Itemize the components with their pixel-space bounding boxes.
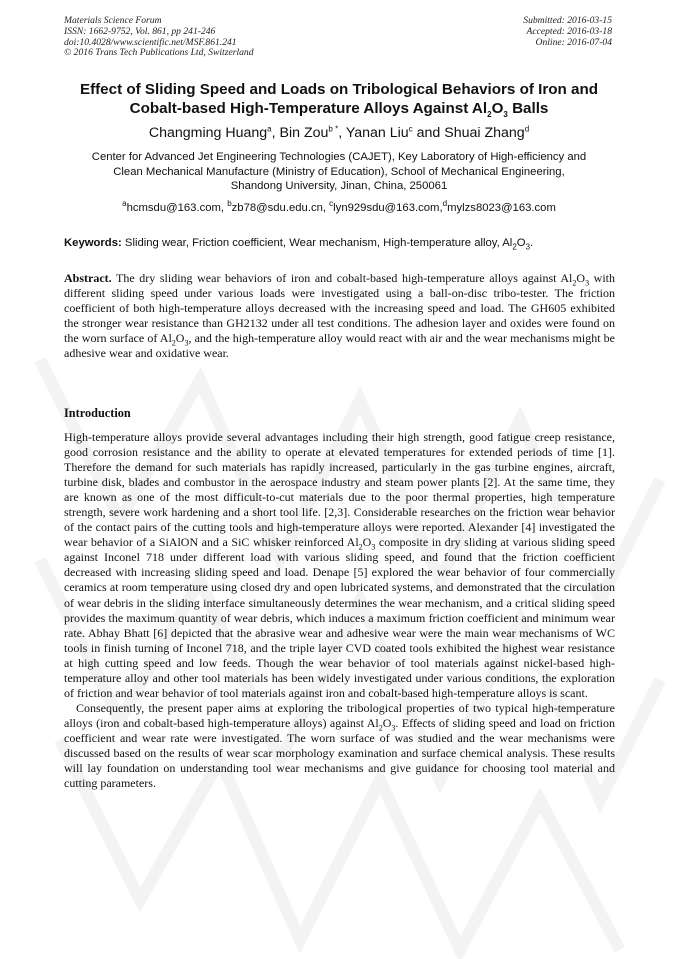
- keywords: Keywords: Sliding wear, Friction coefficient, Wear mechanism, High-temperature alloy, $Al_2O_3$.: [64, 237, 534, 252]
- email-link[interactable]: mylzs8023@163.com: [447, 202, 556, 214]
- title-line-1: Effect of Sliding Speed and Loads on Tribological Behaviors of Iron and: [79, 81, 599, 98]
- email-link[interactable]: zb78@sdu.edu.cn,: [231, 202, 330, 214]
- journal-name: Materials Science Forum: [64, 15, 162, 26]
- author-emails: $^a$hcmsdu@163.com, $^b$zb78@sdu.edu.cn, $^c$lyn929sdu@163.com,$^d$mylzs8023@163.com: [122, 199, 556, 214]
- online-date: Online: 2016-07-04: [535, 36, 612, 48]
- abstract-label: Abstract.: [64, 271, 112, 285]
- publication-dates: [523, 16, 612, 48]
- paragraph: Consequently, the present paper aims at exploring the tribological properties of two typical high-temperature alloys (iron and cobalt-based high-temperature alloys) against $Al_2O_3$. Effects of sliding speed and load on friction coefficient and wear rate were investigated. The worn surface of was studied and the wear mechanisms were discussed based on the results of wear scar morphology examination and surface chemical analysis. These results will lay foundation on understanding tool wear mechanisms and give guidance for choosing tool material and cutting parameters.: [64, 700, 616, 791]
- copyright: © 2016 Trans Tech Publications Ltd, Switzerland: [64, 47, 254, 59]
- introduction-body: [64, 430, 615, 791]
- submitted-date: Submitted: 2016-03-15: [523, 15, 612, 26]
- abstract: Abstract. The dry sliding wear behaviors of iron and cobalt-based high-temperature alloys against $Al_2O_3$ with different sliding speed under various loads were investigated using a ball-on-disc tribo-tester. The friction coefficient of both high-temperature alloys decreased with the increasing speed and load. The GH605 exhibited the stronger wear resistance than GH2132 under all test conditions. The adhesion layer and oxides were found on the worn surface of $Al_2O_3$, and the high-temperature alloy would react with air and the wear mechanisms might be adhesive wear and oxidative wear.: [64, 271, 615, 361]
- paper-title: [54, 80, 624, 118]
- issn: ISSN: 1662-9752, Vol. 861, pp 241-246: [64, 25, 216, 37]
- introduction-heading: Introduction: [64, 406, 131, 420]
- affiliation: Center for Advanced Jet Engineering Technologies (CAJET), Key Laboratory of High-efficiency and Clean Mechanical Manufacture (Ministry of Education), School of Mechanical Engineering, Shandong University, Jinan, China, 250061: [91, 151, 587, 192]
- title-line-2: Cobalt-based High-Temperature Alloys Against $Al_2O_3$ Balls: [129, 100, 549, 120]
- journal-info: [64, 16, 254, 59]
- paragraph: High-temperature alloys provide several advantages including their high strength, good fatigue creep resistance, good corrosion resistance and the ability to operate at elevated temperatures for extended periods of time [1]. Therefore the demand for such materials has rapidly increased, particularly in the gas turbine engines, aircraft, turbine disk, blades and combustor in the aerospace industry and steam power plants [2]. At the same time, they are known as one of the most difficult-to-cut materials due to the poor thermal properties, high temperature strength, severe work hardening and a short tool life. [2,3]. Considerable researches on the friction wear behavior of the contact pairs of the cutting tools and high-temperature alloys were reported. Alexander [4] investigated the wear behavior of a SiAlON and a SiC whisker reinforced $Al_2O_3$ composite in dry sliding at various sliding speed against Inconel 718 under different load with various sliding speed, and found that the friction coefficient decreased with increasing sliding speed and load. Denape [5] explored the wear behavior of four commercially ceramics at room temperature using closed dry and open lubricated systems, and demonstrated that the circulation of wear debris in the sliding interface simultaneously determines the wear mechanism, and a critical sliding speed provides the maximum quantity of wear debris, which induces a maximum friction coefficient and minimum wear rate. Abhay Bhatt [6] depicted that the abrasive wear and adhesive wear were the main wear mechanisms of WC tools in finish turning of Inconel 718, and the triple layer CVD coated tools exhibited the highest wear resistance at high cutting speed and low feeds. Though the wear behavior of tool materials against nickel-based high-temperature alloy and other tool materials has been widely investigated under various conditions, the exploration of friction and wear behavior of tool materials against iron and cobalt-based high-temperature alloys is scant.: [64, 430, 615, 700]
- author-list: Changming Huang$^a$, Bin Zou$^{b *}$, Yanan Liu$^c$ and Shuai Zhang$^d$: [148, 124, 530, 141]
- keywords-label: Keywords:: [64, 237, 122, 249]
- accepted-date: Accepted: 2016-03-18: [526, 25, 612, 37]
- doi: doi:10.4028/www.scientific.net/MSF.861.241: [64, 36, 237, 48]
- email-link[interactable]: hcmsdu@163.com,: [126, 202, 228, 214]
- email-link[interactable]: lyn929sdu@163.com,: [333, 202, 443, 214]
